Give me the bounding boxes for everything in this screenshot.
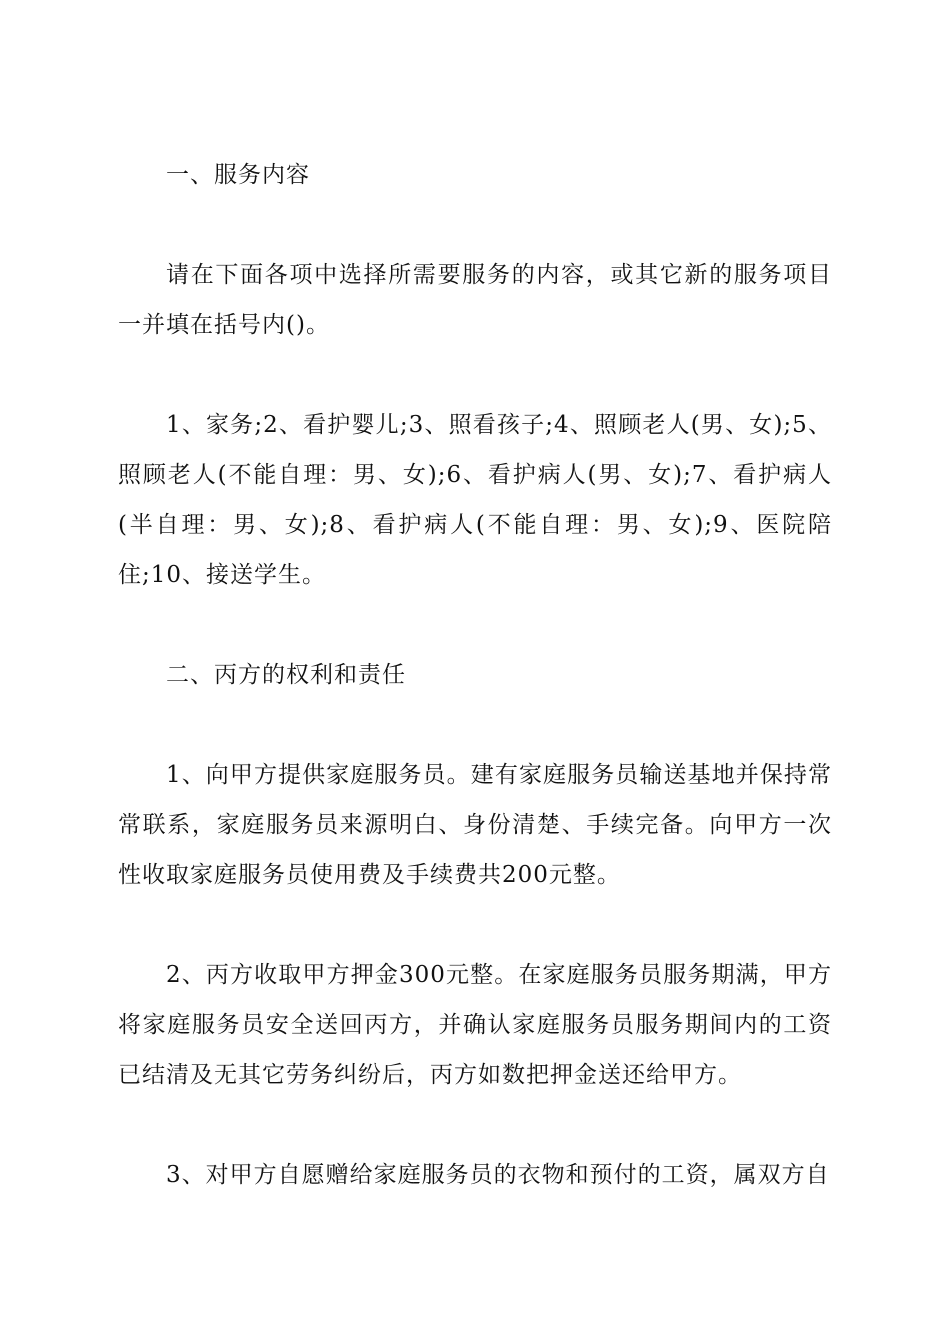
clause-paragraph-2: 2、丙方收取甲方押金300元整。在家庭服务员服务期满，甲方将家庭服务员安全送回丙方，并确认家庭服务员服务期间内的工资已结清及无其它劳务纠纷后，丙方如数把押金送还给甲方。 (118, 962, 832, 1088)
paragraph-gap (118, 1100, 832, 1150)
paragraph-gap (118, 200, 832, 250)
clause-paragraph-3: 3、对甲方自愿赠给家庭服务员的衣物和预付的工资，属双方自 (166, 1162, 830, 1188)
service-items-paragraph: 1、家务;2、看护婴儿;3、照看孩子;4、照顾老人(男、女);5、照顾老人(不能自理：男、女);6、看护病人(男、女);7、看护病人(半自理：男、女);8、看护病人(不能自理：男、女);9、医院陪住;10、接送学生。 (118, 412, 832, 588)
document-body (118, 150, 832, 1200)
section-heading-party-c-rights: 二、丙方的权利和责任 (166, 662, 406, 688)
clause-paragraph-1: 1、向甲方提供家庭服务员。建有家庭服务员输送基地并保持常常联系，家庭服务员来源明白、身份清楚、手续完备。向甲方一次性收取家庭服务员使用费及手续费共200元整。 (118, 762, 832, 888)
section-heading-service-content: 一、服务内容 (166, 162, 310, 188)
paragraph-gap (118, 700, 832, 750)
paragraph-gap (118, 600, 832, 650)
paragraph-gap (118, 900, 832, 950)
paragraph-gap (118, 350, 832, 400)
service-intro-paragraph: 请在下面各项中选择所需要服务的内容，或其它新的服务项目一并填在括号内()。 (118, 262, 832, 338)
